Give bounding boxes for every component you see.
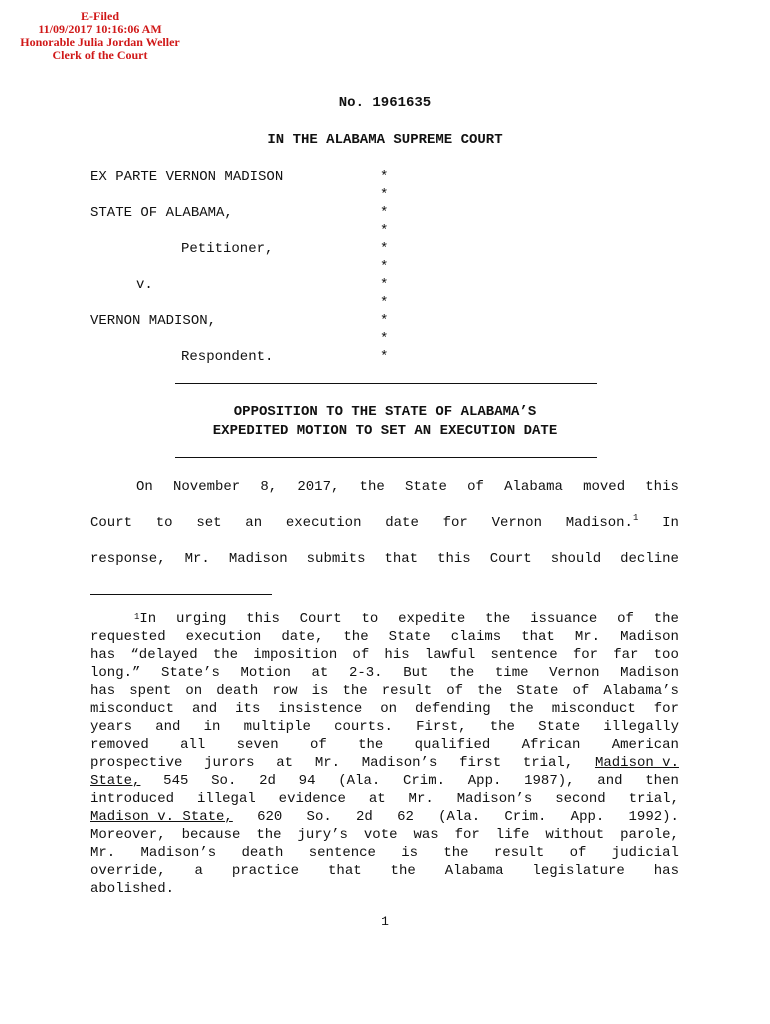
word: African — [521, 737, 581, 753]
word: a — [194, 863, 203, 879]
footnote-line — [90, 700, 679, 718]
word: to — [155, 515, 173, 531]
word: set — [196, 515, 222, 531]
word: Mr. — [574, 629, 601, 645]
caption-versus: v. — [136, 277, 153, 293]
footnote-line — [90, 862, 679, 880]
caption-state: STATE OF ALABAMA, — [90, 205, 233, 221]
word: that — [521, 629, 555, 645]
word: $^1$In — [134, 611, 157, 627]
word: spent — [129, 683, 172, 699]
word: (Ala. — [438, 809, 481, 825]
word: the — [359, 479, 385, 495]
word: State — [404, 479, 447, 495]
word: that — [328, 863, 362, 879]
word: because — [181, 827, 241, 843]
word: on — [185, 683, 203, 699]
word: then — [645, 773, 679, 789]
word: evidence — [278, 791, 346, 807]
footnote-separator — [90, 594, 272, 595]
word: of — [617, 611, 634, 627]
word: is — [311, 683, 329, 699]
word: seven — [236, 737, 279, 753]
word: all — [180, 737, 206, 753]
word: this — [246, 611, 280, 627]
caption-star: * — [380, 313, 389, 329]
word: claims — [450, 629, 502, 645]
word: Madison — [620, 665, 679, 681]
word: Mr. — [314, 755, 341, 771]
word: expedite — [398, 611, 466, 627]
word: death — [241, 845, 284, 861]
word: requested — [90, 629, 166, 645]
footnote-line — [90, 718, 679, 736]
footnote-line — [90, 826, 679, 844]
word: execution — [185, 629, 262, 645]
word: Moreover, — [90, 827, 166, 843]
word: this — [645, 479, 679, 495]
stamp-efiled: E-Filed — [81, 9, 119, 23]
word: issuance — [530, 611, 598, 627]
word: row — [272, 683, 298, 699]
case-number: No. 1961635 — [338, 95, 432, 111]
word: of — [446, 683, 464, 699]
word: 2017, — [297, 479, 340, 495]
word: in — [203, 719, 221, 735]
word: On — [136, 479, 153, 495]
word: has — [653, 863, 679, 879]
word: the — [256, 827, 282, 843]
word: the — [508, 701, 534, 717]
word: 1992). — [628, 809, 679, 825]
word: that — [384, 551, 419, 567]
word: qualified — [414, 737, 491, 753]
word: the — [485, 611, 511, 627]
word: parole, — [620, 827, 679, 843]
word: at — [276, 755, 294, 771]
word: years — [90, 719, 133, 735]
word: State — [516, 683, 559, 699]
word: App. — [570, 809, 605, 825]
word: sentence — [308, 845, 376, 861]
word: 545 — [163, 773, 189, 789]
word: of — [309, 737, 327, 753]
word: the — [449, 665, 475, 681]
word: 2-3. — [348, 665, 383, 681]
word: moved — [583, 479, 626, 495]
word: defending — [415, 701, 491, 717]
footnote-marker: 1 — [134, 612, 140, 622]
stamp-clerk-name: Honorable Julia Jordan Weller — [20, 35, 180, 49]
word: But — [403, 665, 429, 681]
word: date, — [281, 629, 324, 645]
word: the — [342, 683, 368, 699]
word: to — [361, 611, 379, 627]
word: illegal — [196, 791, 256, 807]
caption-star: * — [380, 223, 389, 239]
word: insistence — [278, 701, 363, 717]
footnote-line — [90, 682, 679, 700]
word: First, — [416, 719, 467, 735]
body-line — [90, 479, 679, 495]
footnote-reference: 1 — [632, 513, 639, 523]
motion-title-line1: OPPOSITION TO THE STATE OF ALABAMA’S — [233, 404, 537, 420]
word: the — [653, 611, 679, 627]
word: courts. — [334, 719, 393, 735]
word: Madison v. State, — [90, 809, 233, 825]
word: override, — [90, 863, 166, 879]
footnote-line — [90, 754, 679, 772]
word: an — [245, 515, 263, 531]
word: (Ala. — [338, 773, 381, 789]
word: practice — [231, 863, 300, 879]
word: should — [550, 551, 602, 567]
word: date — [385, 515, 419, 531]
footnote-line — [90, 628, 679, 646]
caption-petitioner: Petitioner, — [181, 241, 274, 257]
footnote-line — [90, 880, 679, 898]
word: lawful — [424, 647, 476, 663]
word: Crim. — [403, 773, 446, 789]
word: State — [388, 629, 431, 645]
word: Alabama — [444, 863, 504, 879]
word: Madison — [620, 629, 679, 645]
word: jury’s — [297, 827, 348, 843]
word: urging — [176, 611, 227, 627]
word: the — [390, 863, 416, 879]
word: without — [545, 827, 605, 843]
efiled-stamp — [0, 10, 200, 62]
word: Madison’s — [140, 845, 217, 861]
word: Mr. — [408, 791, 434, 807]
word: death — [216, 683, 259, 699]
word: at — [311, 665, 329, 681]
footnote-line — [90, 790, 679, 808]
word: Vernon — [491, 515, 542, 531]
word: 8, — [260, 479, 278, 495]
word: was — [413, 827, 439, 843]
word: State, — [90, 773, 141, 789]
caption-respondent: Respondent. — [181, 349, 274, 365]
word: Motion — [240, 665, 291, 681]
word: jurors — [204, 755, 255, 771]
word: trial, — [522, 755, 574, 771]
word: multiple — [243, 719, 311, 735]
word: illegally — [603, 719, 679, 735]
caption-star: * — [380, 277, 389, 293]
word: legislature — [532, 863, 625, 879]
word: time — [494, 665, 529, 681]
word: execution — [285, 515, 362, 531]
word: prospective — [90, 755, 183, 771]
word: imposition — [253, 647, 338, 663]
word: the — [358, 737, 384, 753]
word: Madison v. — [594, 755, 679, 771]
word: Alabama’s — [603, 683, 679, 699]
word: sentence — [490, 647, 558, 663]
word: vote — [363, 827, 398, 843]
word: Mr. — [184, 551, 210, 567]
word: far — [613, 647, 639, 663]
word: has — [90, 683, 116, 699]
caption-star: * — [380, 205, 389, 221]
word: for — [454, 827, 480, 843]
word: Court — [489, 551, 532, 567]
word: State’s — [161, 665, 220, 681]
word: So. — [211, 773, 237, 789]
caption-star: * — [380, 295, 389, 311]
word: American — [611, 737, 679, 753]
word: result — [493, 845, 545, 861]
word: In — [662, 515, 679, 531]
word: response, — [90, 551, 166, 567]
court-name: IN THE ALABAMA SUPREME COURT — [267, 132, 503, 148]
word: of — [352, 647, 370, 663]
footnote-line — [90, 844, 679, 862]
word: his — [384, 647, 410, 663]
body-line — [90, 551, 679, 567]
word: Alabama — [504, 479, 563, 495]
caption-star: * — [380, 331, 389, 347]
word: the — [443, 845, 469, 861]
word: trial, — [628, 791, 679, 807]
word: for — [572, 647, 599, 663]
stamp-datetime: 11/09/2017 10:16:06 AM — [38, 22, 162, 36]
word: first — [459, 755, 502, 771]
word: and — [191, 701, 218, 717]
word: is — [401, 845, 419, 861]
caption-star: * — [380, 349, 389, 365]
word: Vernon — [549, 665, 600, 681]
footnote-line — [90, 808, 679, 826]
title-rule-top — [175, 383, 597, 384]
word: Court — [299, 611, 342, 627]
word: at — [368, 791, 386, 807]
word: second — [555, 791, 606, 807]
word: 2d — [356, 809, 373, 825]
word: abolished. — [90, 881, 175, 897]
word: and — [155, 719, 181, 735]
word: the — [343, 629, 369, 645]
word: of — [569, 845, 587, 861]
word: its — [235, 701, 261, 717]
word: has — [90, 647, 116, 663]
word: 62 — [397, 809, 414, 825]
footnote-line — [90, 736, 679, 754]
word: misconduct — [90, 701, 175, 717]
word: App. — [467, 773, 502, 789]
word: Crim. — [504, 809, 547, 825]
word: for — [653, 701, 679, 717]
word: of — [572, 683, 590, 699]
caption-star: * — [380, 241, 389, 257]
caption-star: * — [380, 259, 389, 275]
caption-respondent-name: VERNON MADISON, — [90, 313, 217, 329]
word: life — [495, 827, 530, 843]
footnote-line — [90, 664, 679, 682]
motion-title-line2: EXPEDITED MOTION TO SET AN EXECUTION DATE — [212, 423, 558, 439]
page-number: 1 — [381, 914, 389, 929]
word: 1987), — [524, 773, 575, 789]
word: So. — [306, 809, 332, 825]
title-rule-bottom — [175, 457, 597, 458]
word: Madison’s — [456, 791, 533, 807]
word: Madison — [228, 551, 288, 567]
word: “delayed — [130, 647, 198, 663]
word: the — [489, 719, 515, 735]
word: Madison.$^1$ — [565, 513, 639, 531]
word: November — [172, 479, 241, 495]
word: this — [437, 551, 471, 567]
caption-ex-parte: EX PARTE VERNON MADISON — [90, 169, 284, 185]
word: State — [538, 719, 581, 735]
word: misconduct — [551, 701, 636, 717]
footnote-line — [90, 610, 679, 628]
footnote-1 — [90, 610, 679, 898]
word: of — [467, 479, 484, 495]
word: long.” — [90, 665, 141, 681]
word: 2d — [259, 773, 276, 789]
word: judicial — [611, 845, 679, 861]
footnote-line — [90, 772, 679, 790]
word: decline — [620, 551, 679, 567]
word: and — [597, 773, 623, 789]
word: result — [381, 683, 433, 699]
word: for — [442, 515, 468, 531]
body-line — [90, 515, 679, 531]
word: the — [212, 647, 239, 663]
caption-star: * — [380, 187, 389, 203]
stamp-clerk-title: Clerk of the Court — [52, 48, 148, 62]
word: Madison’s — [361, 755, 438, 771]
footnote-line — [90, 646, 679, 664]
word: removed — [90, 737, 149, 753]
word: 94 — [298, 773, 316, 789]
caption-star: * — [380, 169, 389, 185]
word: too — [653, 647, 679, 663]
word: Court — [90, 515, 133, 531]
word: 620 — [257, 809, 283, 825]
word: on — [380, 701, 398, 717]
word: the — [477, 683, 503, 699]
word: submits — [306, 551, 366, 567]
word: introduced — [90, 791, 175, 807]
word: Mr. — [90, 845, 116, 861]
